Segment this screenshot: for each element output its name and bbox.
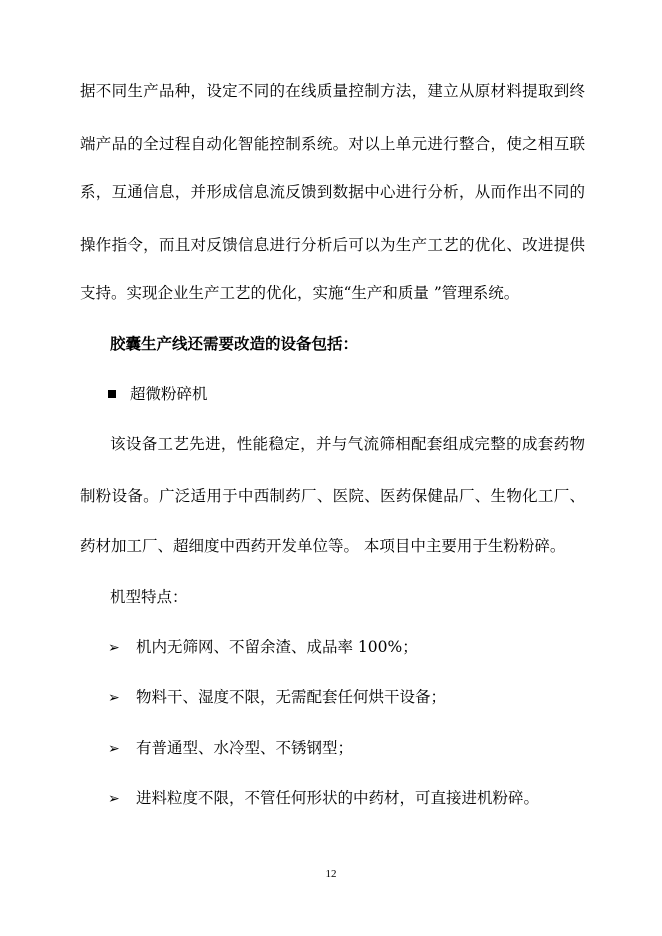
equipment-item-label: 超微粉碎机 xyxy=(130,385,208,403)
features-label: 机型特点： xyxy=(110,588,188,606)
paragraph-line-5: 支持。实现企业生产工艺的优化，实施“生产和质量 ”管理系统。 xyxy=(80,284,520,302)
paragraph2-line-3: 药材加工厂、超细度中西药开发单位等。 本项目中主要用于生粉粉碎。 xyxy=(80,537,566,555)
section-heading: 胶囊生产线还需要改造的设备包括： xyxy=(110,334,359,353)
feature-text: 物料干、湿度不限，无需配套任何烘干设备； xyxy=(136,688,447,706)
paragraph-line-4: 操作指令，而且对反馈信息进行分析后可以为生产工艺的优化、改进提供 xyxy=(80,236,585,254)
feature-text: 进料粒度不限，不管任何形状的中药材，可直接进机粉碎。 xyxy=(136,789,540,807)
equipment-item xyxy=(108,383,208,405)
feature-item-1 xyxy=(108,636,418,659)
feature-item-4 xyxy=(108,787,539,810)
arrow-bullet-icon: ➢ xyxy=(108,640,120,656)
paragraph-line-3: 系，互通信息，并形成信息流反馈到数据中心进行分析，从而作出不同的 xyxy=(80,183,585,201)
square-bullet-icon xyxy=(108,390,116,398)
arrow-bullet-icon: ➢ xyxy=(108,690,120,706)
paragraph-line-1: 据不同生产品种，设定不同的在线质量控制方法，建立从原材料提取到终 xyxy=(80,82,585,100)
feature-item-2 xyxy=(108,686,446,709)
arrow-bullet-icon: ➢ xyxy=(108,791,120,807)
paragraph2-line-1: 该设备工艺先进，性能稳定，并与气流筛相配套组成完整的成套药物 xyxy=(110,435,585,453)
feature-item-3 xyxy=(108,737,353,760)
feature-text: 有普通型、水冷型、不锈钢型； xyxy=(136,739,354,757)
paragraph-line-2: 端产品的全过程自动化智能控制系统。对以上单元进行整合，使之相互联 xyxy=(80,135,585,153)
arrow-bullet-icon: ➢ xyxy=(108,741,120,757)
feature-text: 机内无筛网、不留余渣、成品率 100%； xyxy=(136,638,418,656)
paragraph2-line-2: 制粉设备。广泛适用于中西制药厂、医院、医药保健品厂、生物化工厂、 xyxy=(80,487,585,505)
page-number: 12 xyxy=(325,868,337,880)
